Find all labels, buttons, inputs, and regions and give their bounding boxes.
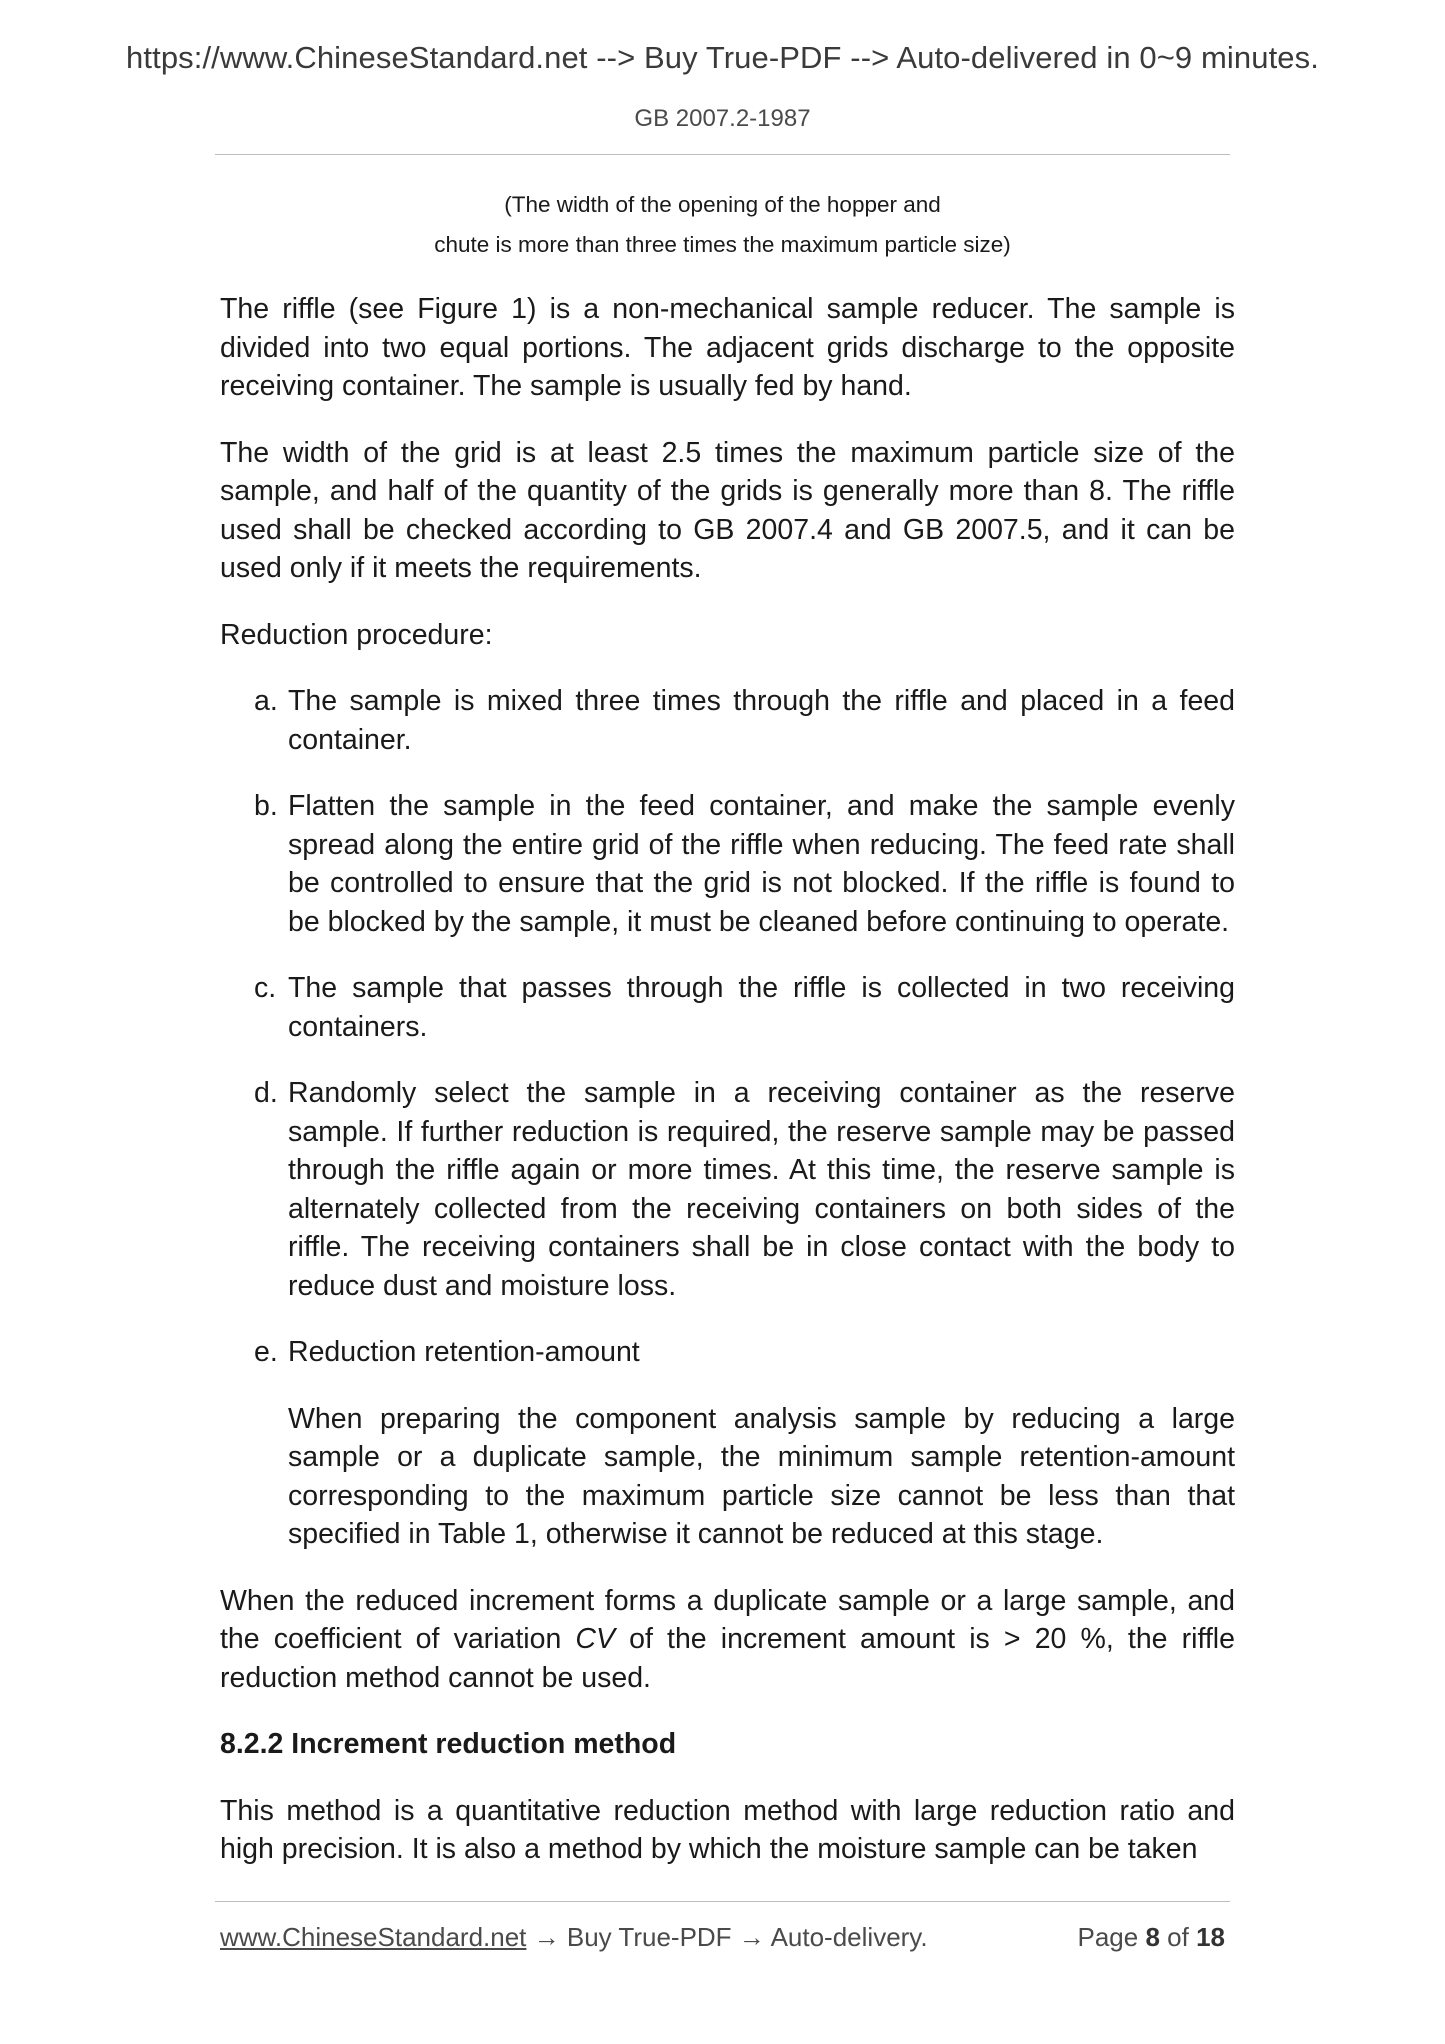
footer-divider — [215, 1901, 1230, 1902]
figure-caption-line-1: (The width of the opening of the hopper and — [504, 192, 941, 217]
paragraph-retention-detail: When preparing the component analysis sample by reducing a large sample or a duplicate sample, the minimum sample retention-amount corresponding to the maximum particle size cannot be less than that specified in Table 1, otherwise it cannot be reduced at this stage. — [288, 1402, 1235, 1550]
list-item-c — [220, 969, 1235, 1046]
list-item-text: The sample that passes through the riffle is collected in two receiving containers. — [288, 972, 1235, 1043]
document-code: GB 2007.2-1987 — [634, 105, 811, 132]
list-marker: b. — [254, 790, 278, 822]
paragraph-grid-width: The width of the grid is at least 2.5 times the maximum particle size of the sample, and half of the quantity of the grids is generally more than 8. The riffle used shall be checked according to GB 2007.4 and GB 2007.5, and it can be used only if it meets the requirements. — [220, 436, 1235, 584]
section-heading: 8.2.2 Increment reduction method — [220, 1728, 677, 1760]
paragraph-cv-condition — [220, 1582, 1235, 1698]
source-banner: https://www.ChineseStandard.net --> Buy True-PDF --> Auto-delivered in 0~9 minutes. — [126, 40, 1319, 75]
list-item-text: Randomly select the sample in a receiving container as the reserve sample. If further reduction is required, the reserve sample may be passed through the riffle again or more times. At this time, the reserve sample is alternately collected from the receiving containers on both sides of the riffle. The receiving containers shall be in close contact with the body to reduce dust and moisture loss. — [288, 1077, 1235, 1302]
cv-text-before: When the reduced increment forms a duplicate sample or a large sample, and the coefficient of variation — [220, 1584, 1235, 1655]
page-indicator — [1077, 1922, 1225, 1953]
list-marker: a. — [254, 685, 278, 717]
cv-text-after: of the increment amount is > 20 %, the riffle reduction method cannot be used. — [220, 1623, 1235, 1694]
list-marker: e. — [254, 1336, 278, 1368]
list-item-text: Flatten the sample in the feed container, and make the sample evenly spread along the entire grid of the riffle when reducing. The feed rate shall be controlled to ensure that the grid is not blocked. If the riffle is found to be blocked by the sample, it must be cleaned before continuing to operate. — [288, 790, 1235, 938]
page-label: Page — [1077, 1922, 1139, 1952]
page-total: 18 — [1196, 1922, 1225, 1952]
list-item-text: Reduction retention-amount — [288, 1336, 640, 1368]
header-divider — [215, 154, 1230, 155]
list-item-a — [220, 682, 1235, 759]
footer-tagline: → Buy True-PDF → Auto-delivery. — [526, 1922, 928, 1952]
list-item-e — [220, 1333, 1235, 1372]
list-item-b — [220, 787, 1235, 941]
document-body — [220, 290, 1235, 1897]
cv-symbol: CV — [575, 1623, 616, 1655]
list-marker: c. — [254, 972, 277, 1004]
list-item-d — [220, 1074, 1235, 1305]
page-current: 8 — [1145, 1922, 1160, 1952]
page-of-label: of — [1167, 1922, 1189, 1952]
paragraph-riffle-description: The riffle (see Figure 1) is a non-mechanical sample reducer. The sample is divided into two equal portions. The adjacent grids discharge to the opposite receiving container. The sample is usually fed by hand. — [220, 293, 1235, 402]
page-footer — [220, 1922, 1225, 1953]
footer-site-link[interactable]: www.ChineseStandard.net — [220, 1922, 527, 1952]
list-marker: d. — [254, 1077, 278, 1109]
paragraph-procedure-intro: Reduction procedure: — [220, 618, 493, 651]
paragraph-increment-method: This method is a quantitative reduction method with large reduction ratio and high precision. It is also a method by which the moisture sample can be taken — [220, 1794, 1235, 1865]
figure-caption-line-2: chute is more than three times the maximum particle size) — [434, 232, 1011, 257]
list-item-text: The sample is mixed three times through the riffle and placed in a feed container. — [288, 685, 1235, 756]
